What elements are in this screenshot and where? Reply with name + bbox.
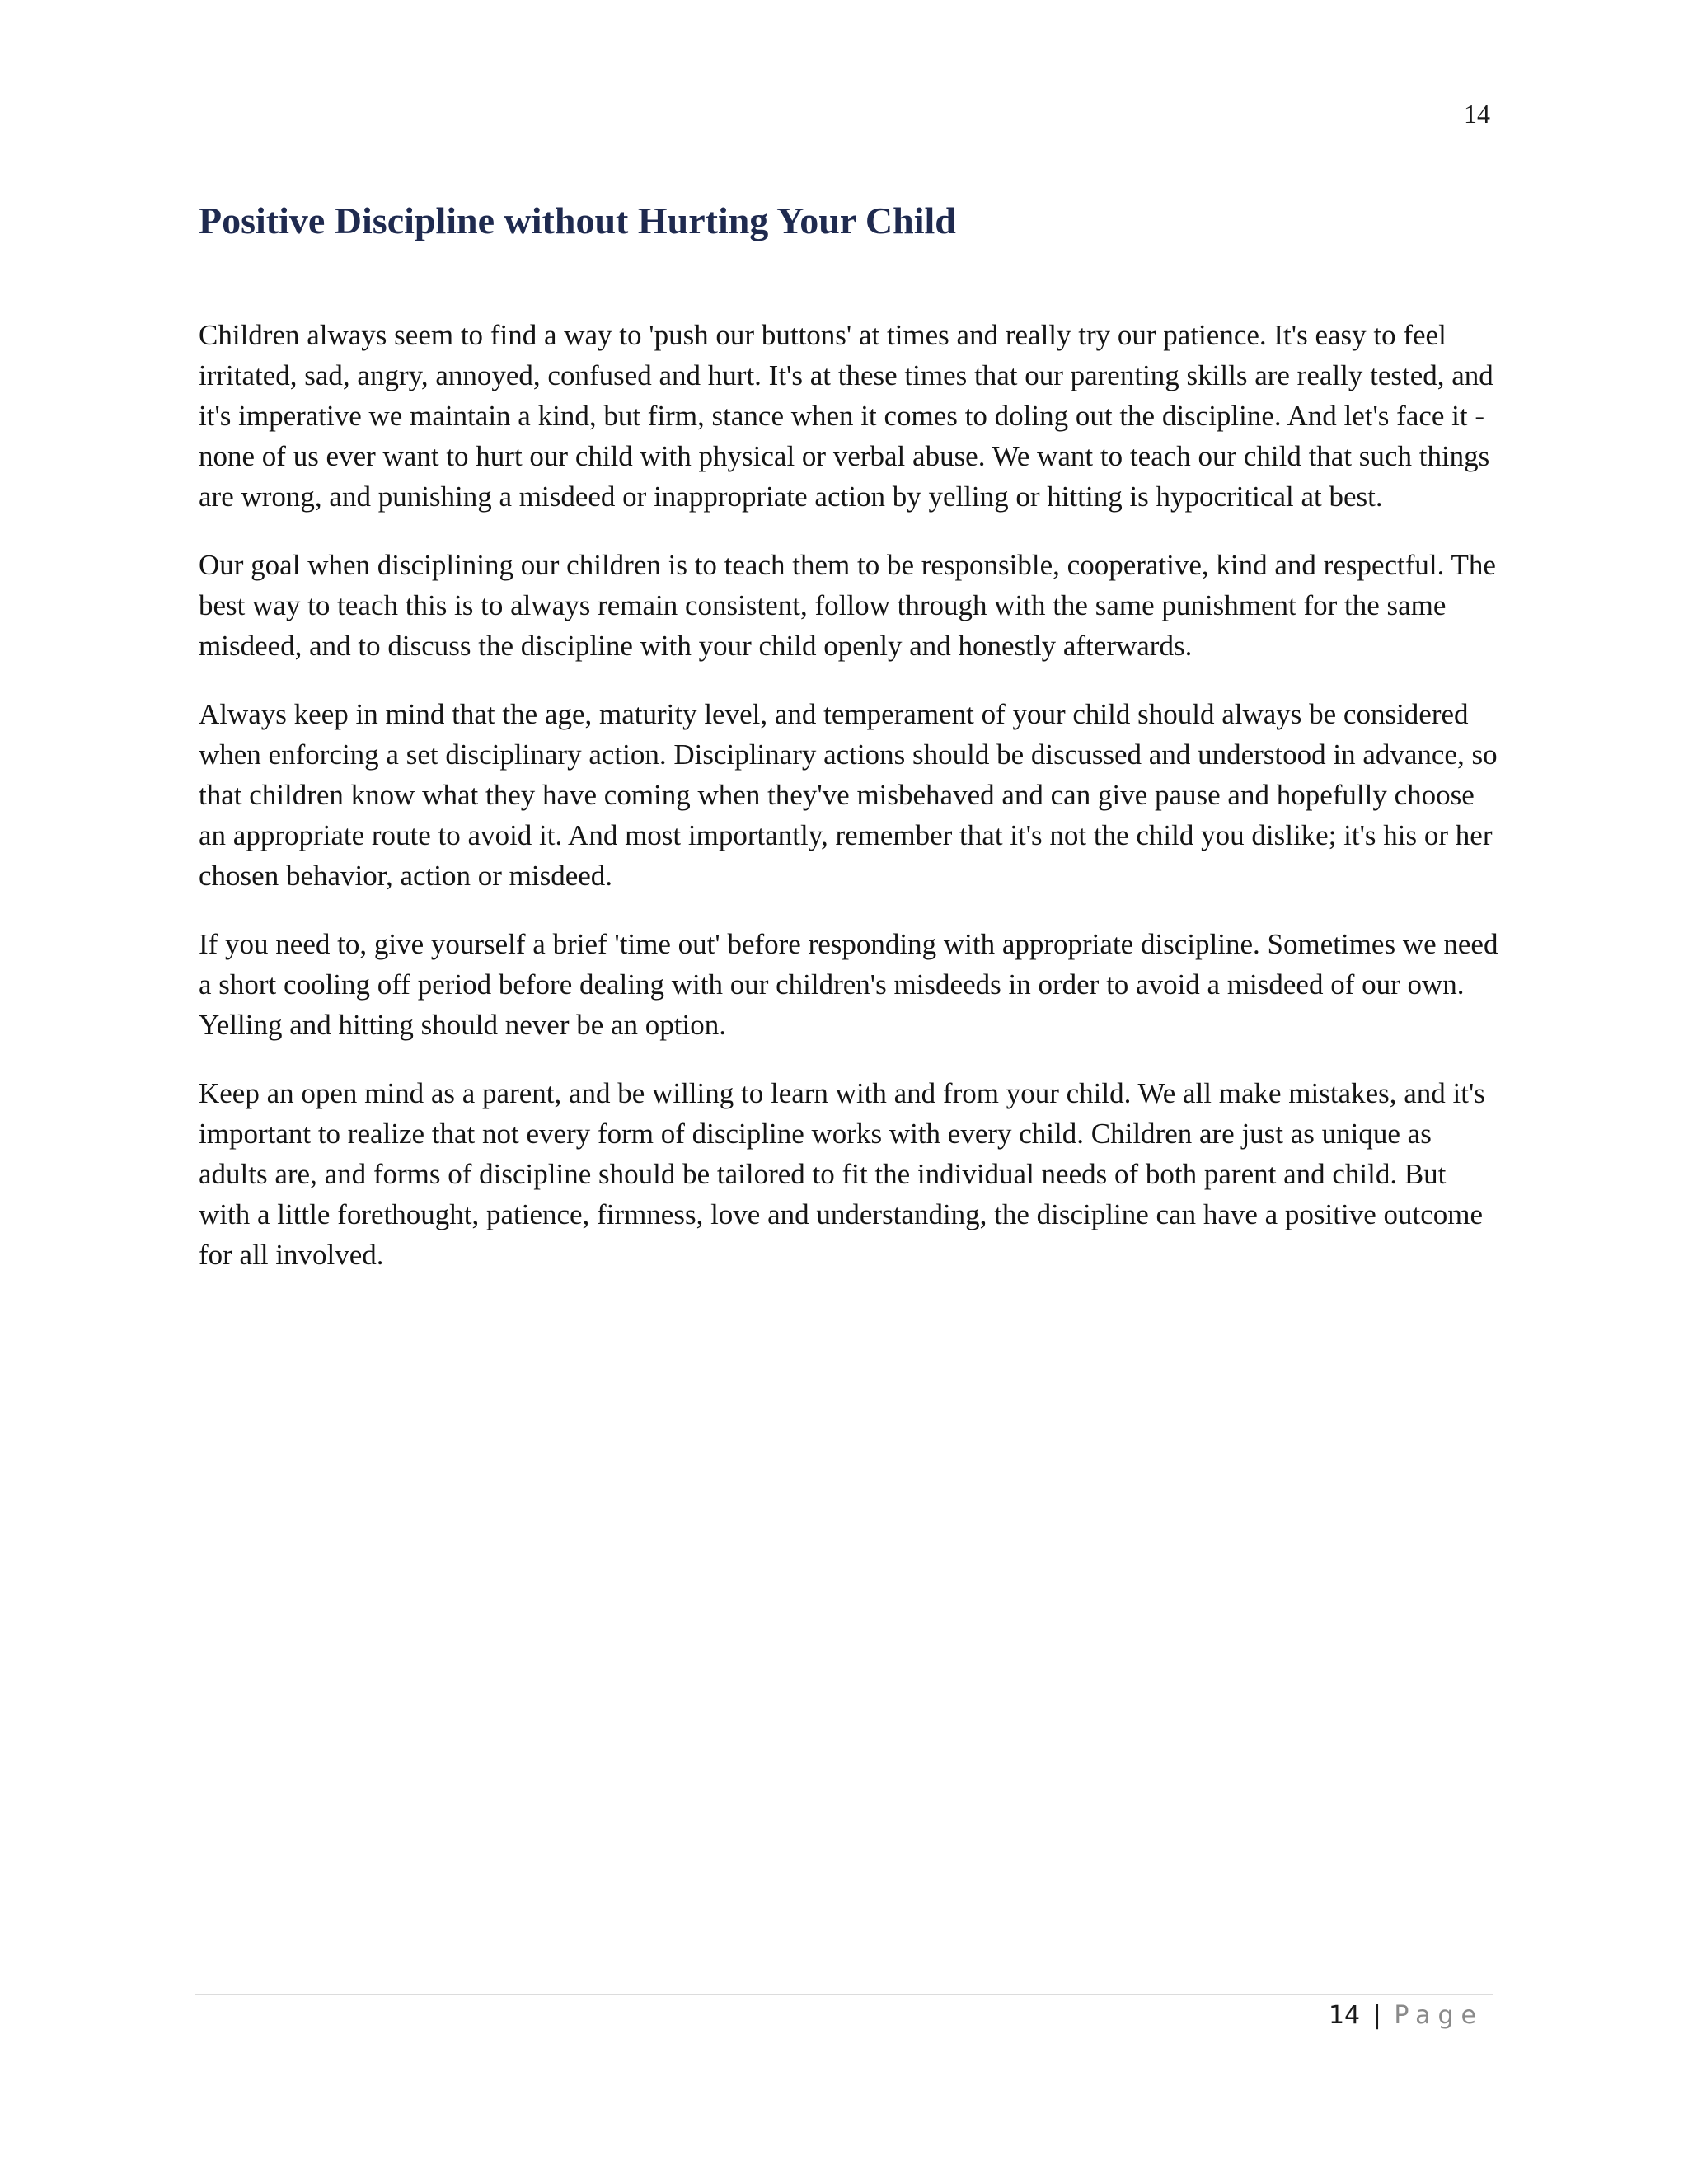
header-page-number: 14	[1464, 99, 1490, 129]
paragraph-1: Children always seem to find a way to 'push our buttons' at times and really try our patience. It's easy to feel irritated, sad, angry, annoyed, confused and hurt. It's at these times that our parenting skills are really tested, and it's imperative we maintain a kind, but firm, stance when it comes to doling out the discipline. And let's face it - none of us ever want to hurt our child with physical or verbal abuse. We want to teach our child that such things are wrong, and punishing a misdeed or inappropriate action by yelling or hitting is hypocritical at best.	[199, 319, 1493, 513]
footer-separator: |	[1372, 2001, 1381, 2030]
paragraph-5: Keep an open mind as a parent, and be willing to learn with and from your child. We all make mistakes, and it's important to realize that not every form of discipline works with every child. Children are just as unique as adults are, and forms of discipline should be tailored to fit the individual needs of both parent and child. But with a little forethought, patience, firmness, love and understanding, the discipline can have a positive outcome for all involved.	[199, 1077, 1485, 1271]
footer-page-indicator	[1329, 1999, 1484, 2032]
paragraph-4: If you need to, give yourself a brief 'time out' before responding with appropriate discipline. Sometimes we need a short cooling off period before dealing with our children's misdeeds in order to avoid a misdeed of our own. Yelling and hitting should never be an option.	[199, 928, 1498, 1041]
article-body	[199, 315, 1501, 1303]
footer-page-label: Page	[1394, 2001, 1484, 2030]
page-title: Positive Discipline without Hurting Your Child	[199, 199, 956, 241]
footer-divider	[195, 1994, 1493, 1995]
paragraph-3: Always keep in mind that the age, maturity level, and temperament of your child should always be considered when enforcing a set disciplinary action. Disciplinary actions should be discussed and understood in advance, so that children know what they have coming when they've misbehaved and can give pause and hopefully choose an appropriate route to avoid it. And most importantly, remember that it's not the child you dislike; it's his or her chosen behavior, action or misdeed.	[199, 698, 1498, 892]
footer-page-number: 14	[1328, 2001, 1361, 2030]
paragraph-2: Our goal when disciplining our children is to teach them to be responsible, cooperative, kind and respectful. The best way to teach this is to always remain consistent, follow through with the same punishment for the same misdeed, and to discuss the discipline with your child openly and honestly afterwards.	[199, 549, 1496, 662]
